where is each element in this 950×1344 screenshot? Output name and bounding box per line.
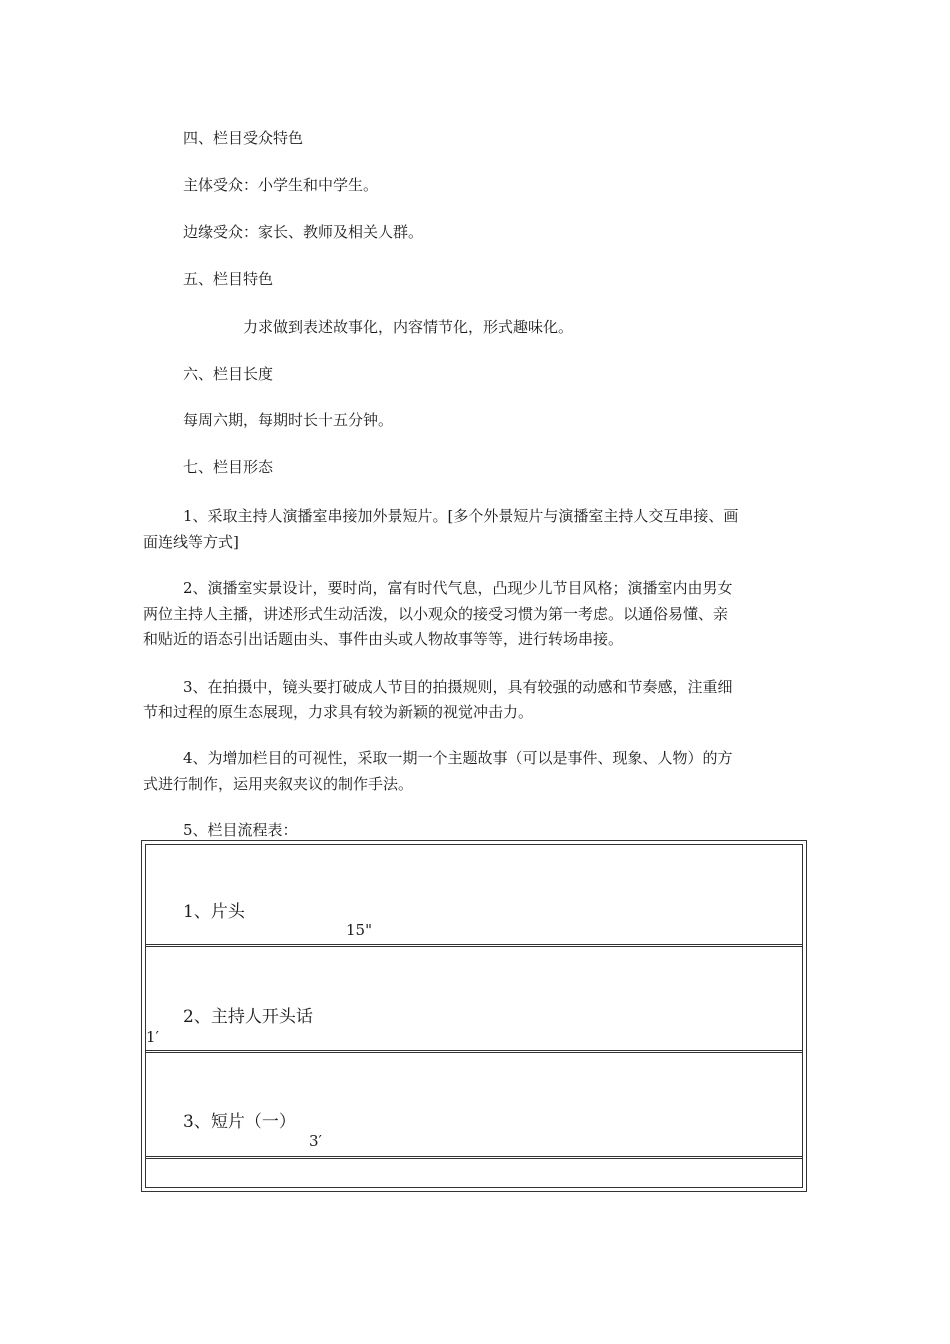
format-item-3-line-2: 节和过程的原生态展现，力求具有较为新颖的视觉冲击力。 <box>143 703 534 721</box>
format-item-3-line-1: 3、在拍摄中，镜头要打破成人节目的拍摄规则，具有较强的动感和节奏感，注重细 <box>183 678 733 696</box>
section-heading-features: 五、栏目特色 <box>183 270 274 288</box>
format-item-2-line-1: 2、演播室实景设计，要时尚，富有时代气息，凸现少儿节目风格；演播室内由男女 <box>183 579 733 597</box>
section-heading-format: 七、栏目形态 <box>183 458 274 476</box>
flow-table-title: 5、栏目流程表： <box>183 821 298 839</box>
flow-row-2-label: 2、主持人开头话 <box>183 1007 313 1027</box>
section-heading-audience: 四、栏目受众特色 <box>183 129 304 147</box>
flow-row-3-duration: 3′ <box>309 1132 322 1150</box>
flow-row-2-duration: 1′ <box>146 1028 159 1046</box>
format-item-1-line-1: 1、采取主持人演播室串接加外景短片。[多个外景短片与演播室主持人交互串接、画 <box>183 507 739 525</box>
length-text: 每周六期，每期时长十五分钟。 <box>183 411 394 429</box>
flow-row-1-duration: 15" <box>346 921 372 939</box>
flow-row-3-label: 3、短片（一） <box>183 1112 296 1132</box>
flow-row-divider-3 <box>146 1156 802 1159</box>
flow-table-inner-border <box>145 844 803 1188</box>
features-text: 力求做到表述故事化，内容情节化，形式趣味化。 <box>243 318 574 336</box>
flow-row-1-label: 1、片头 <box>183 902 245 922</box>
format-item-1-line-2: 面连线等方式] <box>143 533 239 551</box>
format-item-4-line-2: 式进行制作，运用夹叙夹议的制作手法。 <box>143 775 414 793</box>
flow-table <box>141 840 807 1192</box>
format-item-4-line-1: 4、为增加栏目的可视性，采取一期一个主题故事（可以是事件、现象、人物）的方 <box>183 749 733 767</box>
edge-audience-text: 边缘受众：家长、教师及相关人群。 <box>183 223 424 241</box>
flow-row-divider-2 <box>146 1050 802 1053</box>
format-item-2-line-2: 两位主持人主播，讲述形式生动活泼，以小观众的接受习惯为第一考虑。以通俗易懂、亲 <box>143 605 729 623</box>
section-heading-length: 六、栏目长度 <box>183 365 274 383</box>
flow-row-divider-1 <box>146 944 802 947</box>
format-item-2-line-3: 和贴近的语态引出话题由头、事件由头或人物故事等等，进行转场串接。 <box>143 630 624 648</box>
main-audience-text: 主体受众：小学生和中学生。 <box>183 176 379 194</box>
